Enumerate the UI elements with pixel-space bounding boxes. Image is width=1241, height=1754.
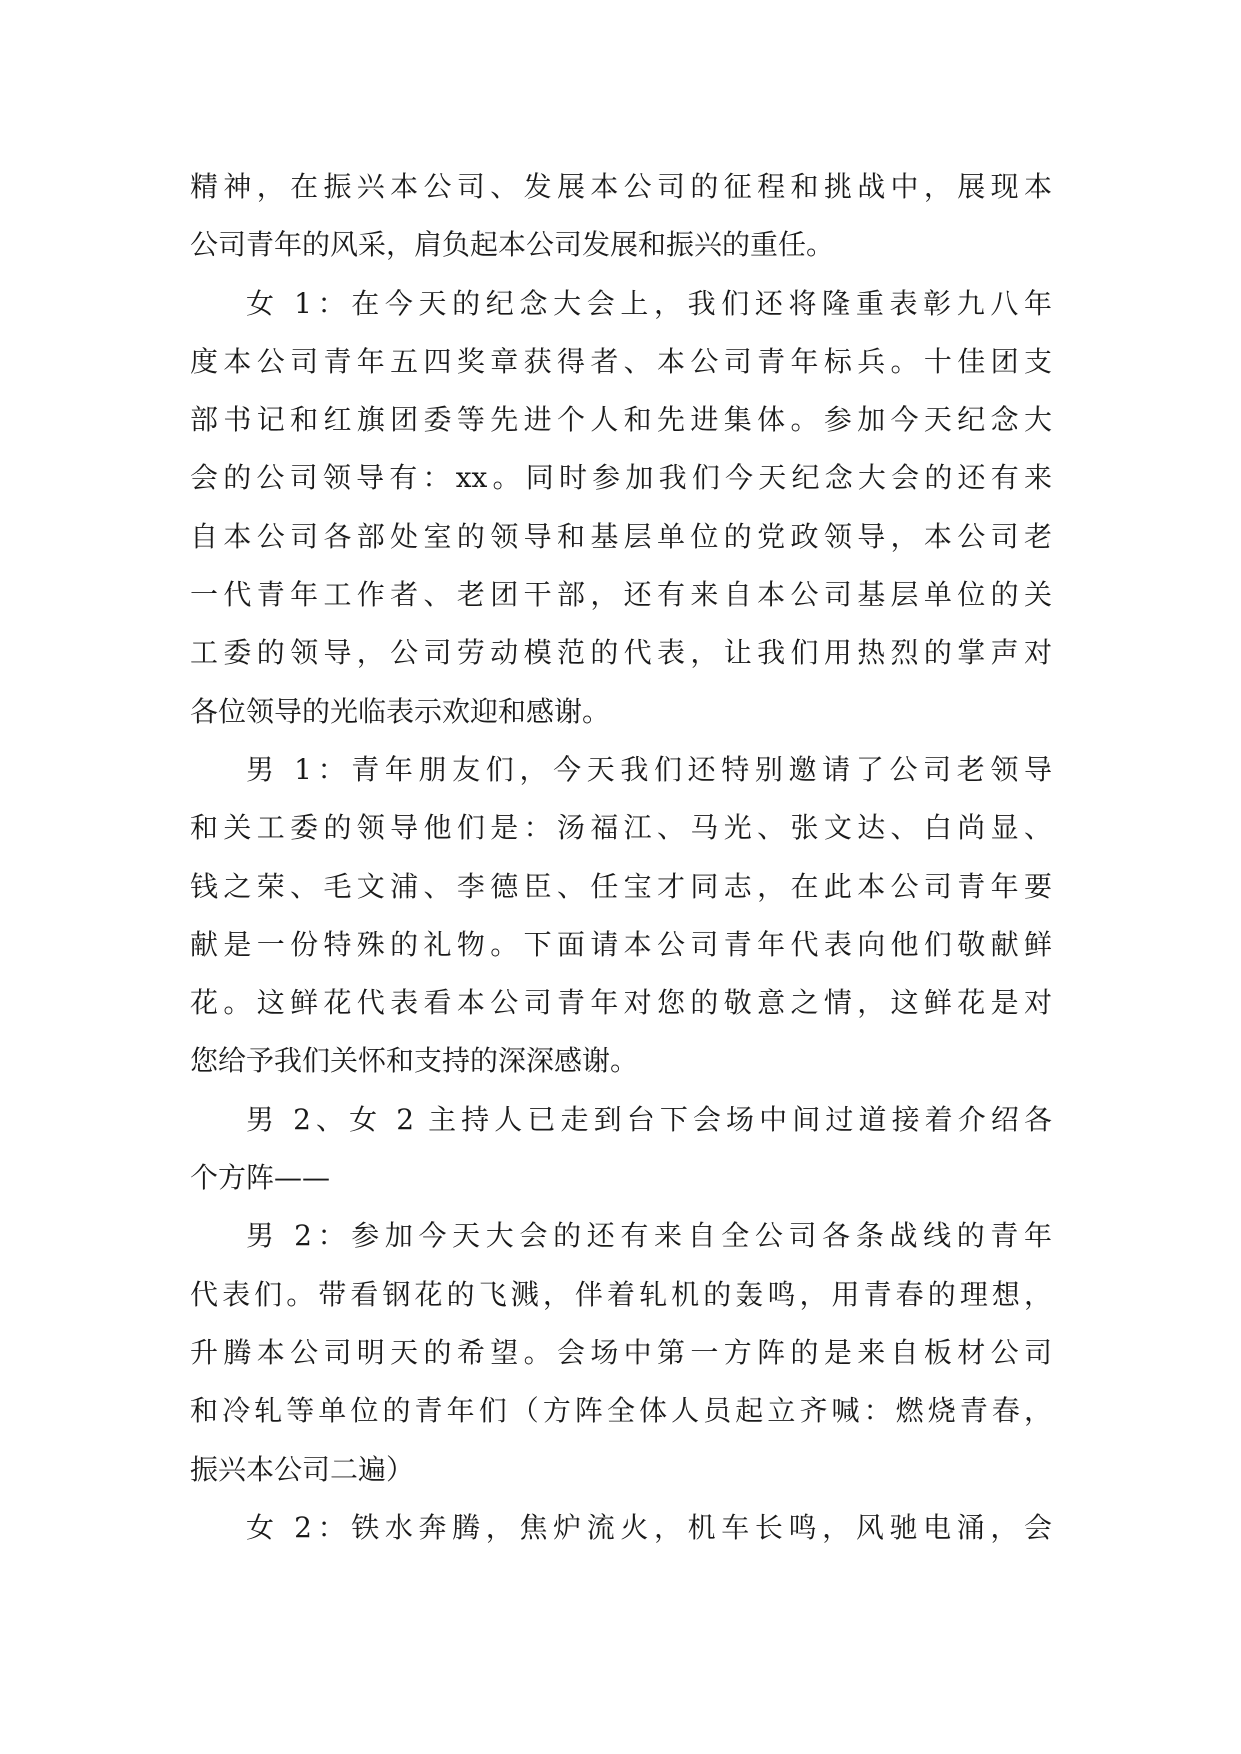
- text-line: 和关工委的领导他们是：汤福江、马光、张文达、白尚显、: [190, 811, 1052, 845]
- text-line: 度本公司青年五四奖章获得者、本公司青年标兵。十佳团支: [190, 344, 1052, 378]
- text-line: 女 1：在今天的纪念大会上，我们还将隆重表彰九八年: [246, 286, 1052, 320]
- text-line: 公司青年的风采，肩负起本公司发展和振兴的重任。: [190, 228, 835, 262]
- text-line: 代表们。带看钢花的飞溅，伴着轧机的轰鸣，用青春的理想，: [190, 1277, 1052, 1311]
- text-line: 工委的领导，公司劳动模范的代表，让我们用热烈的掌声对: [190, 636, 1052, 670]
- text-line: 男 1：青年朋友们，今天我们还特别邀请了公司老领导: [246, 752, 1052, 786]
- text-line: 男 2、女 2 主持人已走到台下会场中间过道接着介绍各: [246, 1102, 1052, 1136]
- text-line: 会的公司领导有：xx。同时参加我们今天纪念大会的还有来: [190, 461, 1052, 495]
- text-line: 自本公司各部处室的领导和基层单位的党政领导，本公司老: [190, 519, 1052, 553]
- text-line: 一代青年工作者、老团干部，还有来自本公司基层单位的关: [190, 578, 1052, 612]
- text-line: 各位领导的光临表示欢迎和感谢。: [190, 694, 611, 728]
- text-line: 男 2：参加今天大会的还有来自全公司各条战线的青年: [246, 1219, 1052, 1253]
- text-line: 升腾本公司明天的希望。会场中第一方阵的是来自板材公司: [190, 1335, 1052, 1369]
- text-line: 花。这鲜花代表看本公司青年对您的敬意之情，这鲜花是对: [190, 986, 1052, 1020]
- text-line: 个方阵——: [190, 1161, 331, 1195]
- text-line: 振兴本公司二遍）: [190, 1452, 415, 1486]
- text-line: 精神，在振兴本公司、发展本公司的征程和挑战中，展现本: [190, 170, 1052, 203]
- text-line: 您给予我们关怀和支持的深深感谢。: [190, 1044, 639, 1078]
- text-line: 女 2：铁水奔腾，焦炉流火，机车长鸣，风驰电涌，会: [246, 1510, 1052, 1544]
- text-line: 钱之荣、毛文浦、李德臣、任宝才同志，在此本公司青年要: [190, 869, 1052, 903]
- text-line: 部书记和红旗团委等先进个人和先进集体。参加今天纪念大: [190, 403, 1052, 437]
- document-body: [190, 158, 1052, 1557]
- text-line: 和冷轧等单位的青年们（方阵全体人员起立齐喊：燃烧青春，: [190, 1394, 1052, 1428]
- text-line: 献是一份特殊的礼物。下面请本公司青年代表向他们敬献鲜: [190, 927, 1052, 961]
